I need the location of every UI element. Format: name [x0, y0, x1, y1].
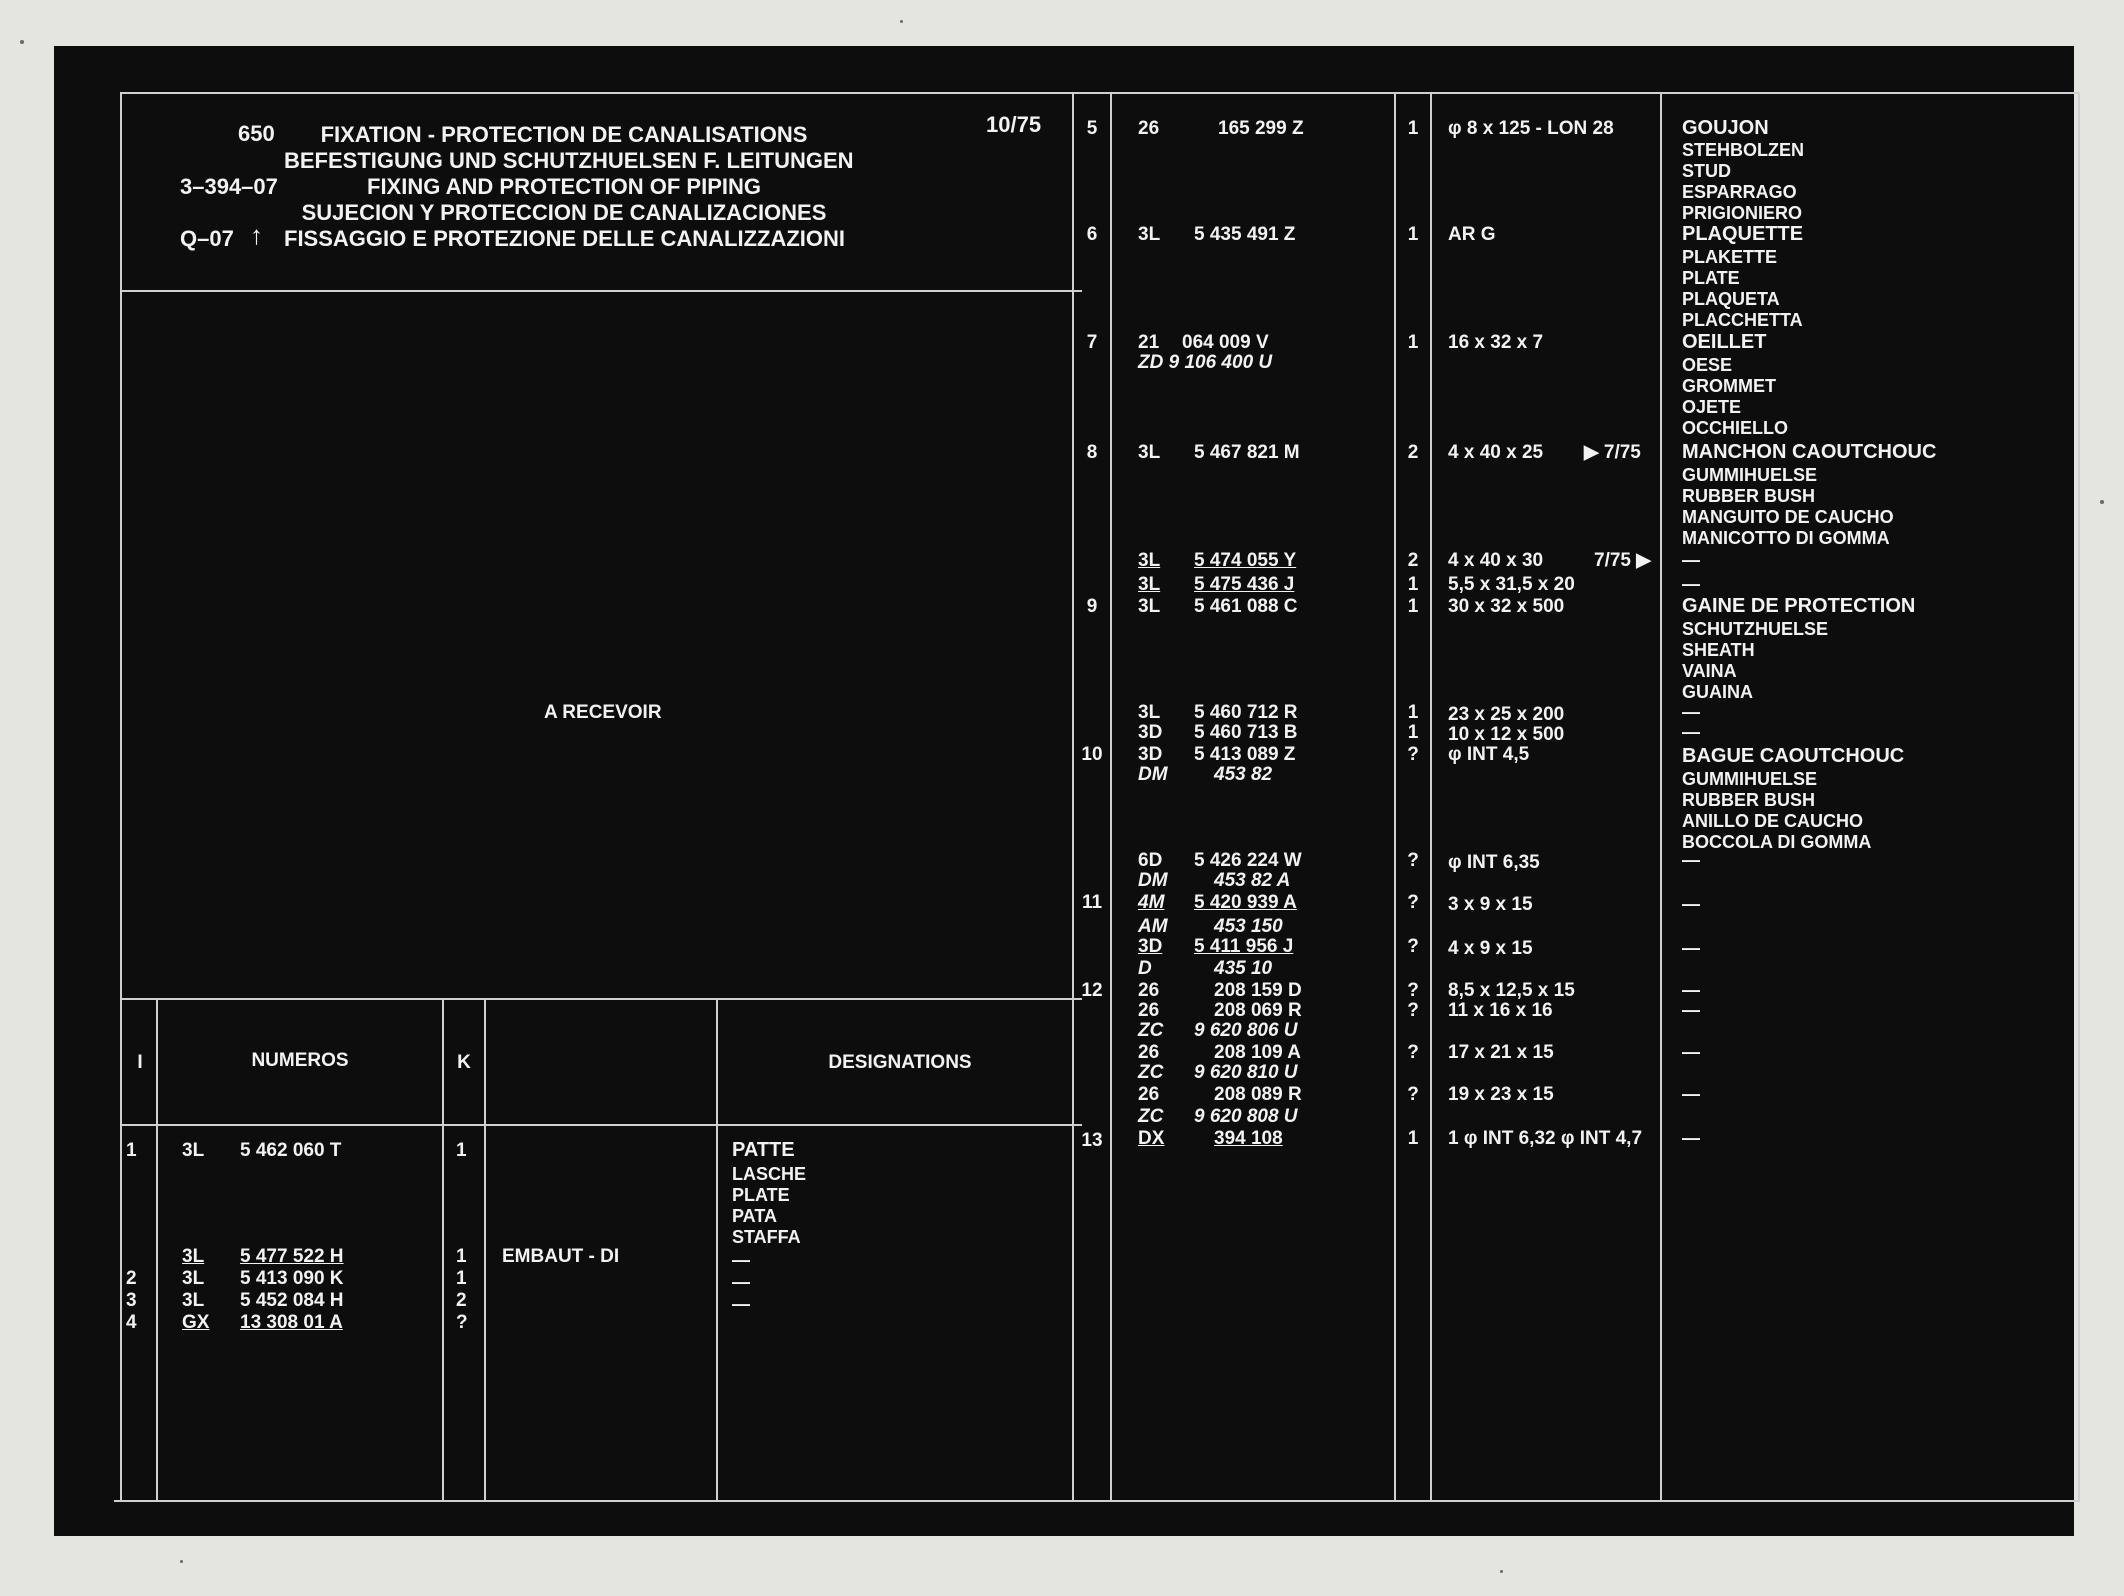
designation-title: OEILLET [1682, 331, 1767, 353]
qty: 1 [1407, 596, 1419, 617]
part-code: 26 [1138, 1042, 1160, 1063]
designation-line: OCCHIELLO [1682, 418, 1788, 438]
part-number: 9 620 810 U [1194, 1062, 1298, 1083]
header-divider [120, 290, 1082, 292]
qty: 1 [456, 1246, 467, 1267]
frame-right-line [2078, 92, 2080, 1502]
designation-line: OJETE [1682, 397, 1742, 417]
part-number: 5 413 089 Z [1194, 744, 1296, 765]
part-number: 453 150 [1214, 916, 1283, 937]
designation-title: PATTE [732, 1139, 795, 1161]
designation-line: STEHBOLZEN [1682, 140, 1805, 160]
part-number: 5 462 060 T [240, 1140, 342, 1161]
part-code: D [1138, 958, 1152, 979]
qty: ? [1407, 850, 1419, 871]
part-code: 3L [1138, 574, 1161, 595]
row-index: 5 [1086, 118, 1098, 139]
designation-line: VAINA [1682, 661, 1737, 681]
parts-catalog-sheet [54, 46, 2074, 1536]
row-index: 9 [1086, 596, 1098, 617]
part-number: 5 460 712 R [1194, 702, 1298, 723]
designation-line: PATA [732, 1206, 777, 1226]
qty: 1 [456, 1268, 467, 1289]
issue-date: 10/75 [986, 112, 1042, 137]
designation-title: MANCHON CAOUTCHOUC [1682, 441, 1937, 463]
designation-title: PLAQUETTE [1682, 223, 1804, 245]
qty: 2 [456, 1290, 467, 1311]
qty: 1 [1407, 702, 1419, 723]
part-number: 453 82 [1214, 764, 1273, 785]
part-number: 9 620 806 U [1194, 1020, 1298, 1041]
qty: ? [1407, 1042, 1419, 1063]
dimension: 11 x 16 x 16 [1448, 1000, 1553, 1021]
row-index: 3 [126, 1290, 137, 1311]
row-index: 6 [1086, 224, 1098, 245]
designation-title: BAGUE CAOUTCHOUC [1682, 745, 1905, 767]
dimension: φ INT 4,5 [1448, 744, 1530, 765]
part-number: 5 435 491 Z [1194, 224, 1296, 245]
part-code: 3D [1138, 936, 1163, 957]
title-it: FISSAGGIO E PROTEZIONE DELLE CANALIZZAZIONI [284, 226, 846, 251]
col-line [484, 998, 486, 1500]
dimension: 30 x 32 x 500 [1448, 596, 1565, 617]
part-code: 26 [1138, 118, 1160, 139]
paper-speck [180, 1560, 183, 1563]
dimension: 8,5 x 12,5 x 15 [1448, 980, 1575, 1001]
part-number: 208 159 D [1214, 980, 1302, 1001]
row-index: 8 [1086, 442, 1098, 463]
part-number: 13 308 01 A [240, 1312, 343, 1333]
qty: 1 [1407, 722, 1419, 743]
part-number: ZD 9 106 400 U [1138, 352, 1273, 373]
part-code: ZC [1138, 1062, 1164, 1083]
dimension: 4 x 9 x 15 [1448, 938, 1533, 959]
dash: — [1682, 850, 1700, 870]
designation-line: GUMMIHUELSE [1682, 465, 1817, 485]
designation-title: GOUJON [1682, 117, 1769, 139]
dimension: 5,5 x 31,5 x 20 [1448, 574, 1575, 595]
q-reference: Q–07 [180, 226, 234, 251]
frame-bottom-line [114, 1500, 2080, 1502]
part-number: 5 477 522 H [240, 1246, 344, 1267]
qty: ? [1407, 1084, 1419, 1105]
designation-line: STAFFA [732, 1227, 801, 1247]
designation-line: GUAINA [1682, 682, 1753, 702]
row-index: 13 [1081, 1130, 1103, 1151]
qty: 1 [1407, 224, 1419, 245]
designation-line: ANILLO DE CAUCHO [1682, 811, 1863, 831]
qty: 2 [1407, 550, 1419, 571]
col-line [1110, 92, 1112, 1502]
part-code: 26 [1138, 980, 1160, 1001]
dimension: φ INT 6,35 [1448, 852, 1540, 873]
frame-top-line [120, 92, 2080, 94]
dimension: 23 x 25 x 200 [1448, 704, 1565, 725]
part-code: AM [1138, 916, 1168, 937]
paper-speck [2100, 500, 2104, 504]
part-code: 3L [1138, 702, 1161, 723]
table-top-line [120, 998, 1082, 1000]
designation-line: LASCHE [732, 1164, 807, 1184]
part-number: 165 299 Z [1218, 118, 1304, 139]
part-code: 4M [1138, 892, 1165, 913]
col-header-index: I [137, 1052, 143, 1073]
qty: ? [1407, 980, 1419, 1001]
part-number: 453 82 A [1214, 870, 1291, 891]
dash: — [1682, 550, 1700, 570]
designation-line: OESE [1682, 355, 1733, 375]
part-code: 21 [1138, 332, 1160, 353]
part-number: 435 10 [1214, 958, 1273, 979]
dash: — [1682, 722, 1700, 742]
qty: 1 [1407, 118, 1419, 139]
table-header-line [120, 1124, 1082, 1126]
designation-line: GROMMET [1682, 376, 1776, 396]
col-line [156, 998, 158, 1500]
col-header-qty: K [457, 1052, 471, 1073]
part-number: 5 475 436 J [1194, 574, 1295, 595]
dimension: 19 x 23 x 15 [1448, 1084, 1554, 1105]
part-code: 3L [182, 1290, 205, 1311]
dash: — [732, 1294, 750, 1314]
designation-line: PRIGIONIERO [1682, 203, 1803, 223]
part-number: 5 474 055 Y [1194, 550, 1297, 571]
part-code: ZC [1138, 1106, 1164, 1127]
part-number: 5 452 084 H [240, 1290, 344, 1311]
designation-line: PLATE [1682, 268, 1740, 288]
designation-line: SCHUTZHUELSE [1682, 619, 1829, 639]
paper-speck [20, 40, 24, 44]
row-index: 7 [1086, 332, 1098, 353]
supersession-note: ▶ 7/75 [1584, 442, 1641, 463]
part-number: 5 426 224 W [1194, 850, 1302, 871]
part-code: 3L [1138, 596, 1161, 617]
remark: EMBAUT - DI [502, 1246, 620, 1267]
dimension: 17 x 21 x 15 [1448, 1042, 1554, 1063]
part-number: 208 089 R [1214, 1084, 1302, 1105]
designation-line: GUMMIHUELSE [1682, 769, 1817, 789]
dimension: AR G [1448, 224, 1496, 245]
designation-line: SHEATH [1682, 640, 1755, 660]
dimension: 16 x 32 x 7 [1448, 332, 1544, 353]
title-fr: FIXATION - PROTECTION DE CANALISATIONS [320, 122, 808, 147]
title-es: SUJECION Y PROTECCION DE CANALIZACIONES [301, 200, 827, 225]
part-code: 3D [1138, 744, 1163, 765]
qty: 1 [1407, 332, 1419, 353]
title-en: FIXING AND PROTECTION OF PIPING [367, 174, 761, 199]
qty: 2 [1407, 442, 1419, 463]
part-code: 3D [1138, 722, 1163, 743]
designation-line: PLAKETTE [1682, 247, 1778, 267]
part-code: 3L [1138, 550, 1161, 571]
row-index: 4 [126, 1312, 137, 1333]
part-code: GX [182, 1312, 210, 1333]
part-code: 3L [182, 1140, 205, 1161]
dash: — [1682, 702, 1700, 722]
part-code: 3L [182, 1268, 205, 1289]
part-number: 064 009 V [1182, 332, 1269, 353]
row-index: 2 [126, 1268, 137, 1289]
designation-line: PLATE [732, 1185, 790, 1205]
col-header-numbers: NUMEROS [251, 1050, 349, 1071]
designation-line: PLACCHETTA [1682, 310, 1803, 330]
designation-line: MANICOTTO DI GOMMA [1682, 528, 1890, 548]
col-line [1394, 92, 1396, 1502]
part-code: 3L [182, 1246, 205, 1267]
dash: — [1682, 938, 1700, 958]
part-number: 5 461 088 C [1194, 596, 1298, 617]
part-number: 208 109 A [1214, 1042, 1301, 1063]
frame-left-line [120, 92, 122, 1502]
part-number: 5 411 956 J [1194, 936, 1294, 957]
dash: — [1682, 1128, 1700, 1148]
col-header-designations: DESIGNATIONS [828, 1052, 972, 1073]
qty: ? [1407, 936, 1419, 957]
section-number: 650 [238, 121, 275, 146]
dash: — [1682, 1042, 1700, 1062]
title-de: BEFESTIGUNG UND SCHUTZHUELSEN F. LEITUNGEN [284, 148, 854, 173]
part-code: ZC [1138, 1020, 1164, 1041]
dash: — [1682, 1084, 1700, 1104]
part-number: 5 420 939 A [1194, 892, 1297, 913]
illustration-label: A RECEVOIR [544, 702, 662, 723]
part-number: 394 108 [1214, 1128, 1283, 1149]
dash: — [732, 1272, 750, 1292]
qty: ? [1407, 1000, 1419, 1021]
designation-line: BOCCOLA DI GOMMA [1682, 832, 1872, 852]
part-number: 208 069 R [1214, 1000, 1302, 1021]
qty: 1 [1407, 574, 1419, 595]
part-number: 5 413 090 K [240, 1268, 344, 1289]
paper-speck [1500, 1570, 1503, 1573]
row-index: 1 [126, 1140, 137, 1161]
qty: 1 [1407, 1128, 1419, 1149]
designation-line: PLAQUETA [1682, 289, 1780, 309]
part-number: 5 467 821 M [1194, 442, 1300, 463]
part-code: DX [1138, 1128, 1165, 1149]
part-code: DM [1138, 870, 1168, 891]
part-code: DM [1138, 764, 1168, 785]
dimension: 4 x 40 x 30 [1448, 550, 1544, 571]
col-line [1430, 92, 1432, 1502]
dimension: 1 φ INT 6,32 φ INT 4,7 [1448, 1128, 1643, 1149]
designation-line: MANGUITO DE CAUCHO [1682, 507, 1894, 527]
qty: 1 [456, 1140, 467, 1161]
dimension: 3 x 9 x 15 [1448, 894, 1533, 915]
dash: — [732, 1250, 750, 1270]
dimension: 10 x 12 x 500 [1448, 724, 1565, 745]
part-number: 9 620 808 U [1194, 1106, 1298, 1127]
part-code: 26 [1138, 1000, 1160, 1021]
col-line [1072, 92, 1074, 1502]
row-index: 12 [1081, 980, 1103, 1001]
designation-line: STUD [1682, 161, 1731, 181]
part-code: 6D [1138, 850, 1163, 871]
dash: — [1682, 574, 1700, 594]
designation-title: GAINE DE PROTECTION [1682, 595, 1916, 617]
dimension: φ 8 x 125 - LON 28 [1448, 118, 1614, 139]
dash: — [1682, 894, 1700, 914]
paper-speck [900, 20, 903, 23]
row-index: 11 [1081, 892, 1103, 913]
dash: — [1682, 980, 1700, 1000]
qty: ? [1407, 744, 1419, 765]
designation-line: RUBBER BUSH [1682, 790, 1816, 810]
part-number: 5 460 713 B [1194, 722, 1298, 743]
col-line [1660, 92, 1662, 1502]
row-index: 10 [1081, 744, 1103, 765]
supersession-note: 7/75 ▶ [1594, 550, 1651, 571]
part-code: 3L [1138, 442, 1161, 463]
part-code: 26 [1138, 1084, 1160, 1105]
dimension: 4 x 40 x 25 [1448, 442, 1544, 463]
reference-number: 3–394–07 [180, 174, 278, 199]
dash: — [1682, 1000, 1700, 1020]
designation-line: ESPARRAGO [1682, 182, 1797, 202]
designation-line: RUBBER BUSH [1682, 486, 1816, 506]
qty: ? [1407, 892, 1419, 913]
arrow-up-icon: ↑ [250, 220, 263, 250]
part-code: 3L [1138, 224, 1161, 245]
qty: ? [456, 1312, 468, 1333]
